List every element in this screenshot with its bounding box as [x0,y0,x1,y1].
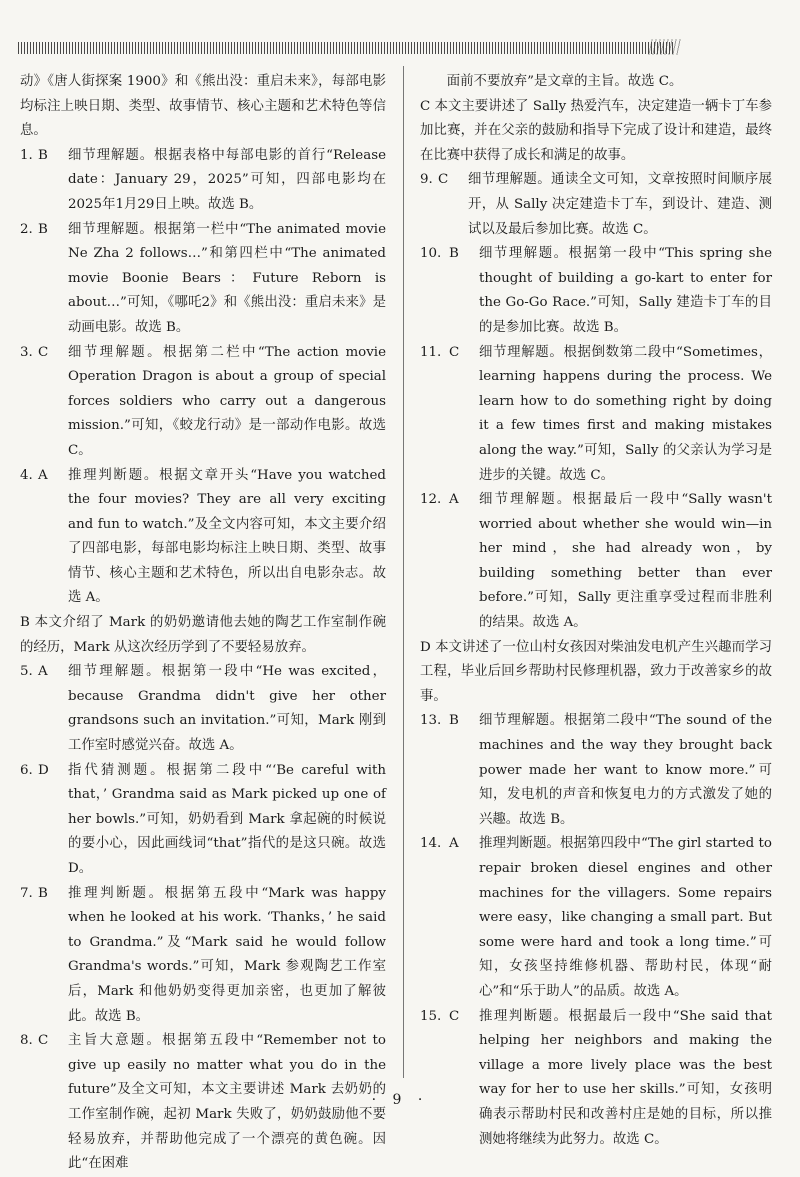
question-number: 3. [20,344,33,360]
answer-letter: C [449,344,460,360]
question-number: 12. [420,492,442,508]
answer-item [420,341,772,489]
answer-item [20,464,386,612]
summary-paragraph: D 本文讲述了一位山村女孩因对柴油发电机产生兴趣而学习工程，毕业后回乡帮助村民修理机器，致力于改善家乡的故事。 [420,639,772,704]
explanation-text: 推理判断题。根据文章开头“Have you watched the four movies? They are all very exciting and fun to watch.”及全文内容可知，本文主要介绍了四部电影，每部电影均标注上映日期、类型、故事情节、核心主题和艺术特色，所以出自电影杂志。故选 A。 [68,467,386,606]
question-number: 1. [20,147,33,163]
answer-letter: A [449,836,459,852]
answer-letter: B [38,221,48,237]
left-column [20,70,386,1177]
summary-paragraph: 动》《唐人街探案 1900》和《熊出没：重启未来》，每部电影均标注上映日期、类型、故事情节、核心主题和艺术特色等信息。 [20,74,386,139]
explanation-text: 推理判断题。根据第五段中“Mark was happy when he looked at his work. ‘Thanks，’ he said to Grandma.”及“Mark said he would follow Grandma's words.”可知，Mark 参观陶艺工作室后，Mark 和他奶奶变得更加亲密，也更加了解彼此。故选 B。 [68,885,386,1024]
answer-item [20,759,386,882]
answer-letter: B [449,713,459,729]
answer-item [20,144,386,218]
answer-letter: C [38,1033,49,1049]
explanation-text: 推理判断题。根据第四段中“The girl started to repair broken diesel engines and other machines for the villagers. Some repairs were easy，like changing a small part. But some were hard and took a long time.”可知，女孩坚持维修机器、帮助村民，体现“耐心”和“乐于助人”的品质。故选 A。 [479,836,772,999]
question-number: 2. [20,221,33,237]
answer-item [420,709,772,832]
answer-item [20,882,386,1030]
explanation-text: 细节理解题。根据第一栏中“The animated movie Ne Zha 2 follows…”和第四栏中“The animated movie Boonie Bears：Future Reborn is about…”可知，《哪吒2》和《熊出没：重启未来》是动画电影。故选 B。 [68,221,386,335]
question-number: 10. [420,246,442,262]
question-number: 13. [420,713,442,729]
question-number: 11. [420,344,442,360]
answer-item [420,488,772,636]
explanation-text: 指代猜测题。根据第二段中“‘Be careful with that，’ Grandma said as Mark picked up one of her bowls.”可知，奶奶看到 Mark 拿起碗的时候说的要小心，因此画线词“that”指代的是这只碗。故选 D。 [68,762,386,876]
explanation-text: 细节理解题。根据第二栏中“The action movie Operation Dragon is about a group of special forces soldiers who carry out a dangerous mission.”可知，《蛟龙行动》是一部动作电影。故选 C。 [68,344,386,458]
answer-letter: A [38,467,48,483]
answer-letter: A [38,664,48,680]
right-column [420,70,772,1152]
answer-letter: C [438,172,449,188]
question-number: 9. [420,172,433,188]
column-divider [403,66,404,1078]
answer-item [20,341,386,464]
header-decoration-bar [18,42,674,54]
question-number: 14. [420,836,442,852]
summary-paragraph: 面前不要放弃”是文章的主旨。故选 C。 [420,74,683,89]
answer-letter: B [38,885,48,901]
summary-paragraph: B 本文介绍了 Mark 的奶奶邀请他去她的陶艺工作室制作碗的经历，Mark 从这次经历学到了不要轻易放弃。 [20,615,386,655]
answer-item [420,832,772,1004]
question-number: 6. [20,762,33,778]
explanation-text: 细节理解题。根据第一段中“This spring she thought of building a go-kart to enter for the Go-Go Race.”可知，Sally 建造卡丁车的目的是参加比赛。故选 B。 [479,246,772,335]
answer-letter: A [449,492,459,508]
answer-item [20,660,386,758]
summary-paragraph: C 本文主要讲述了 Sally 热爱汽车，决定建造一辆卡丁车参加比赛，并在父亲的鼓励和指导下完成了设计和建造，最终在比赛中获得了成长和满足的故事。 [420,98,772,163]
answer-letter: C [449,1008,460,1024]
explanation-text: 细节理解题。根据第二段中“The sound of the machines and the way they brought back power made her want to know more.”可知，发电机的声音和恢复电力的方式激发了她的兴趣。故选 B。 [479,713,772,827]
explanation-text: 推理判断题。根据最后一段中“She said that helping her neighbors and making the village a more lively place was the best way for her to use her skills.”可知，女孩明确表示帮助村民和改善村庄是她的目标，所以推测她将继续为此努力。故选 C。 [479,1008,772,1147]
answer-item [420,168,772,242]
answer-letter: B [449,246,459,262]
question-number: 15. [420,1008,442,1024]
explanation-text: 细节理解题。根据最后一段中“Sally wasn't worried about whether she would win—in her mind，she had already won，by building something better than ever before.”可知，Sally 更注重享受过程而非胜利的结果。故选 A。 [479,492,772,631]
page-number: · 9 · [371,1092,429,1108]
header-decoration-end [648,39,681,55]
answer-item [20,218,386,341]
explanation-text: 主旨大意题。根据第五段中“Remember not to give up easily no matter what you do in the future”及全文可知，本文主要讲述 Mark 去奶奶的工作室制作碗，起初 Mark 失败了，奶奶鼓励他不要轻易放弃，并帮助他完成了一个漂亮的黄色碗。因此“在困难 [68,1033,386,1172]
question-number: 5. [20,664,33,680]
answer-letter: D [38,762,49,778]
answer-item [420,242,772,340]
answer-letter: B [38,147,48,163]
explanation-text: 细节理解题。根据第一段中“He was excited，because Grandma didn't give her other grandsons such an invitation.”可知，Mark 刚到工作室时感觉兴奋。故选 A。 [68,664,386,754]
answer-letter: C [38,344,49,360]
explanation-text: 细节理解题。通读全文可知，文章按照时间顺序展开，从 Sally 决定建造卡丁车，到设计、建造、测试以及最后参加比赛。故选 C。 [468,172,772,237]
question-number: 7. [20,885,33,901]
question-number: 8. [20,1033,33,1049]
explanation-text: 细节理解题。根据倒数第二段中“Sometimes，learning happens during the process. We learn how to do something right by doing it a few times first and making mistakes along the way.”可知，Sally 的父亲认为学习是进步的关键。故选 C。 [479,344,772,483]
question-number: 4. [20,467,33,483]
explanation-text: 细节理解题。根据表格中每部电影的首行“Release date：January 29，2025”可知，四部电影均在2025年1月29日上映。故选 B。 [68,147,386,212]
